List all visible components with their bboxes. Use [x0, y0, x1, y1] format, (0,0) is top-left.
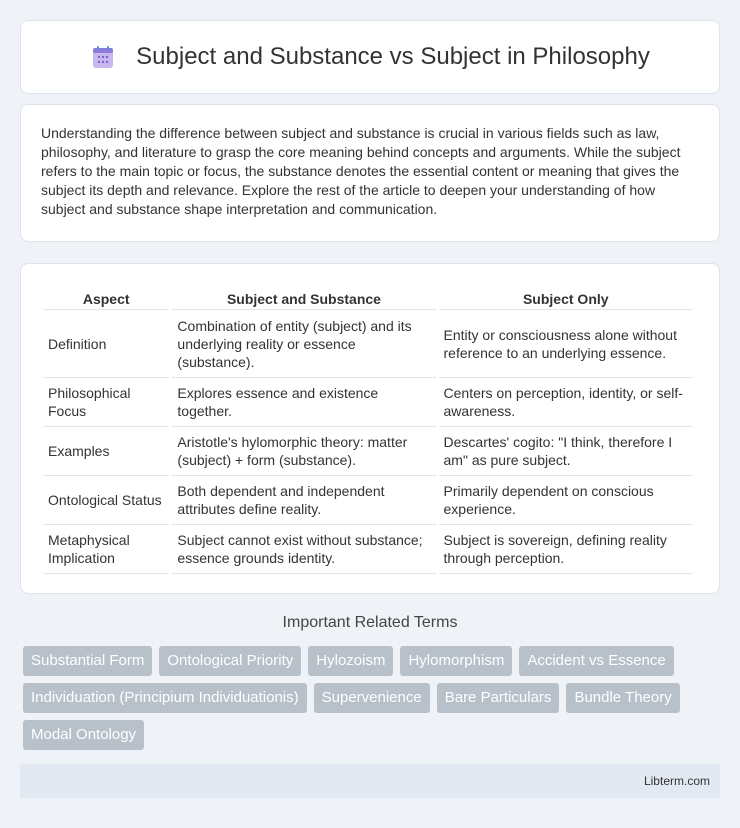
column-header-subject-and-substance: Subject and Substance: [172, 284, 435, 310]
table-cell: Subject cannot exist without substance; essence grounds identity.: [172, 525, 435, 574]
table-row: [43, 378, 693, 427]
footer-site-link[interactable]: Libterm.com: [643, 774, 710, 788]
table-cell: Definition: [43, 310, 169, 378]
table-cell: Subject is sovereign, defining reality through perception.: [439, 525, 693, 574]
table-row: [43, 310, 693, 378]
document-icon: [90, 44, 116, 70]
table-cell: Examples: [43, 427, 169, 476]
related-term-tag[interactable]: Ontological Priority: [159, 646, 301, 676]
table-cell: Both dependent and independent attributes define reality.: [172, 476, 435, 525]
table-cell: Metaphysical Implication: [43, 525, 169, 574]
related-term-tag[interactable]: Substantial Form: [23, 646, 152, 676]
table-row: [43, 476, 693, 525]
related-term-tag[interactable]: Hylozoism: [308, 646, 393, 676]
column-header-aspect: Aspect: [43, 284, 169, 310]
table-cell: Ontological Status: [43, 476, 169, 525]
comparison-table: [40, 284, 696, 574]
related-term-tag[interactable]: Accident vs Essence: [519, 646, 673, 676]
related-term-tag[interactable]: Bundle Theory: [566, 683, 679, 713]
table-cell: Primarily dependent on conscious experience.: [439, 476, 693, 525]
header-card: [20, 20, 720, 94]
page-title: Subject and Substance vs Subject in Philosophy: [136, 43, 650, 70]
intro-paragraph: Understanding the difference between subject and substance is crucial in various fields such as law, philosophy, and literature to grasp the core meaning behind concepts and arguments. While the subject refers to the main topic or focus, the substance denotes the essential content or meaning that gives the subject its depth and relevance. Explore the rest of the article to deepen your understanding of how subject and substance shape interpretation and communication.: [41, 125, 681, 217]
table-row: [43, 525, 693, 574]
table-cell: Entity or consciousness alone without reference to an underlying essence.: [439, 310, 693, 378]
related-terms-list: [23, 646, 723, 750]
related-terms-title: Important Related Terms: [282, 614, 458, 631]
comparison-table-card: [20, 263, 720, 594]
footer: [20, 764, 720, 798]
intro-card: [20, 104, 720, 242]
table-cell: Philosophical Focus: [43, 378, 169, 427]
table-cell: Explores essence and existence together.: [172, 378, 435, 427]
table-cell: Descartes' cogito: "I think, therefore I am" as pure subject.: [439, 427, 693, 476]
related-term-tag[interactable]: Individuation (Principium Individuationis): [23, 683, 307, 713]
table-header-row: [43, 284, 693, 310]
table-cell: Centers on perception, identity, or self-awareness.: [439, 378, 693, 427]
related-term-tag[interactable]: Hylomorphism: [400, 646, 512, 676]
related-term-tag[interactable]: Modal Ontology: [23, 720, 144, 750]
related-term-tag[interactable]: Supervenience: [314, 683, 430, 713]
column-header-subject-only: Subject Only: [439, 284, 693, 310]
related-term-tag[interactable]: Bare Particulars: [437, 683, 560, 713]
table-cell: Combination of entity (subject) and its underlying reality or essence (substance).: [172, 310, 435, 378]
table-row: [43, 427, 693, 476]
table-cell: Aristotle's hylomorphic theory: matter (subject) + form (substance).: [172, 427, 435, 476]
